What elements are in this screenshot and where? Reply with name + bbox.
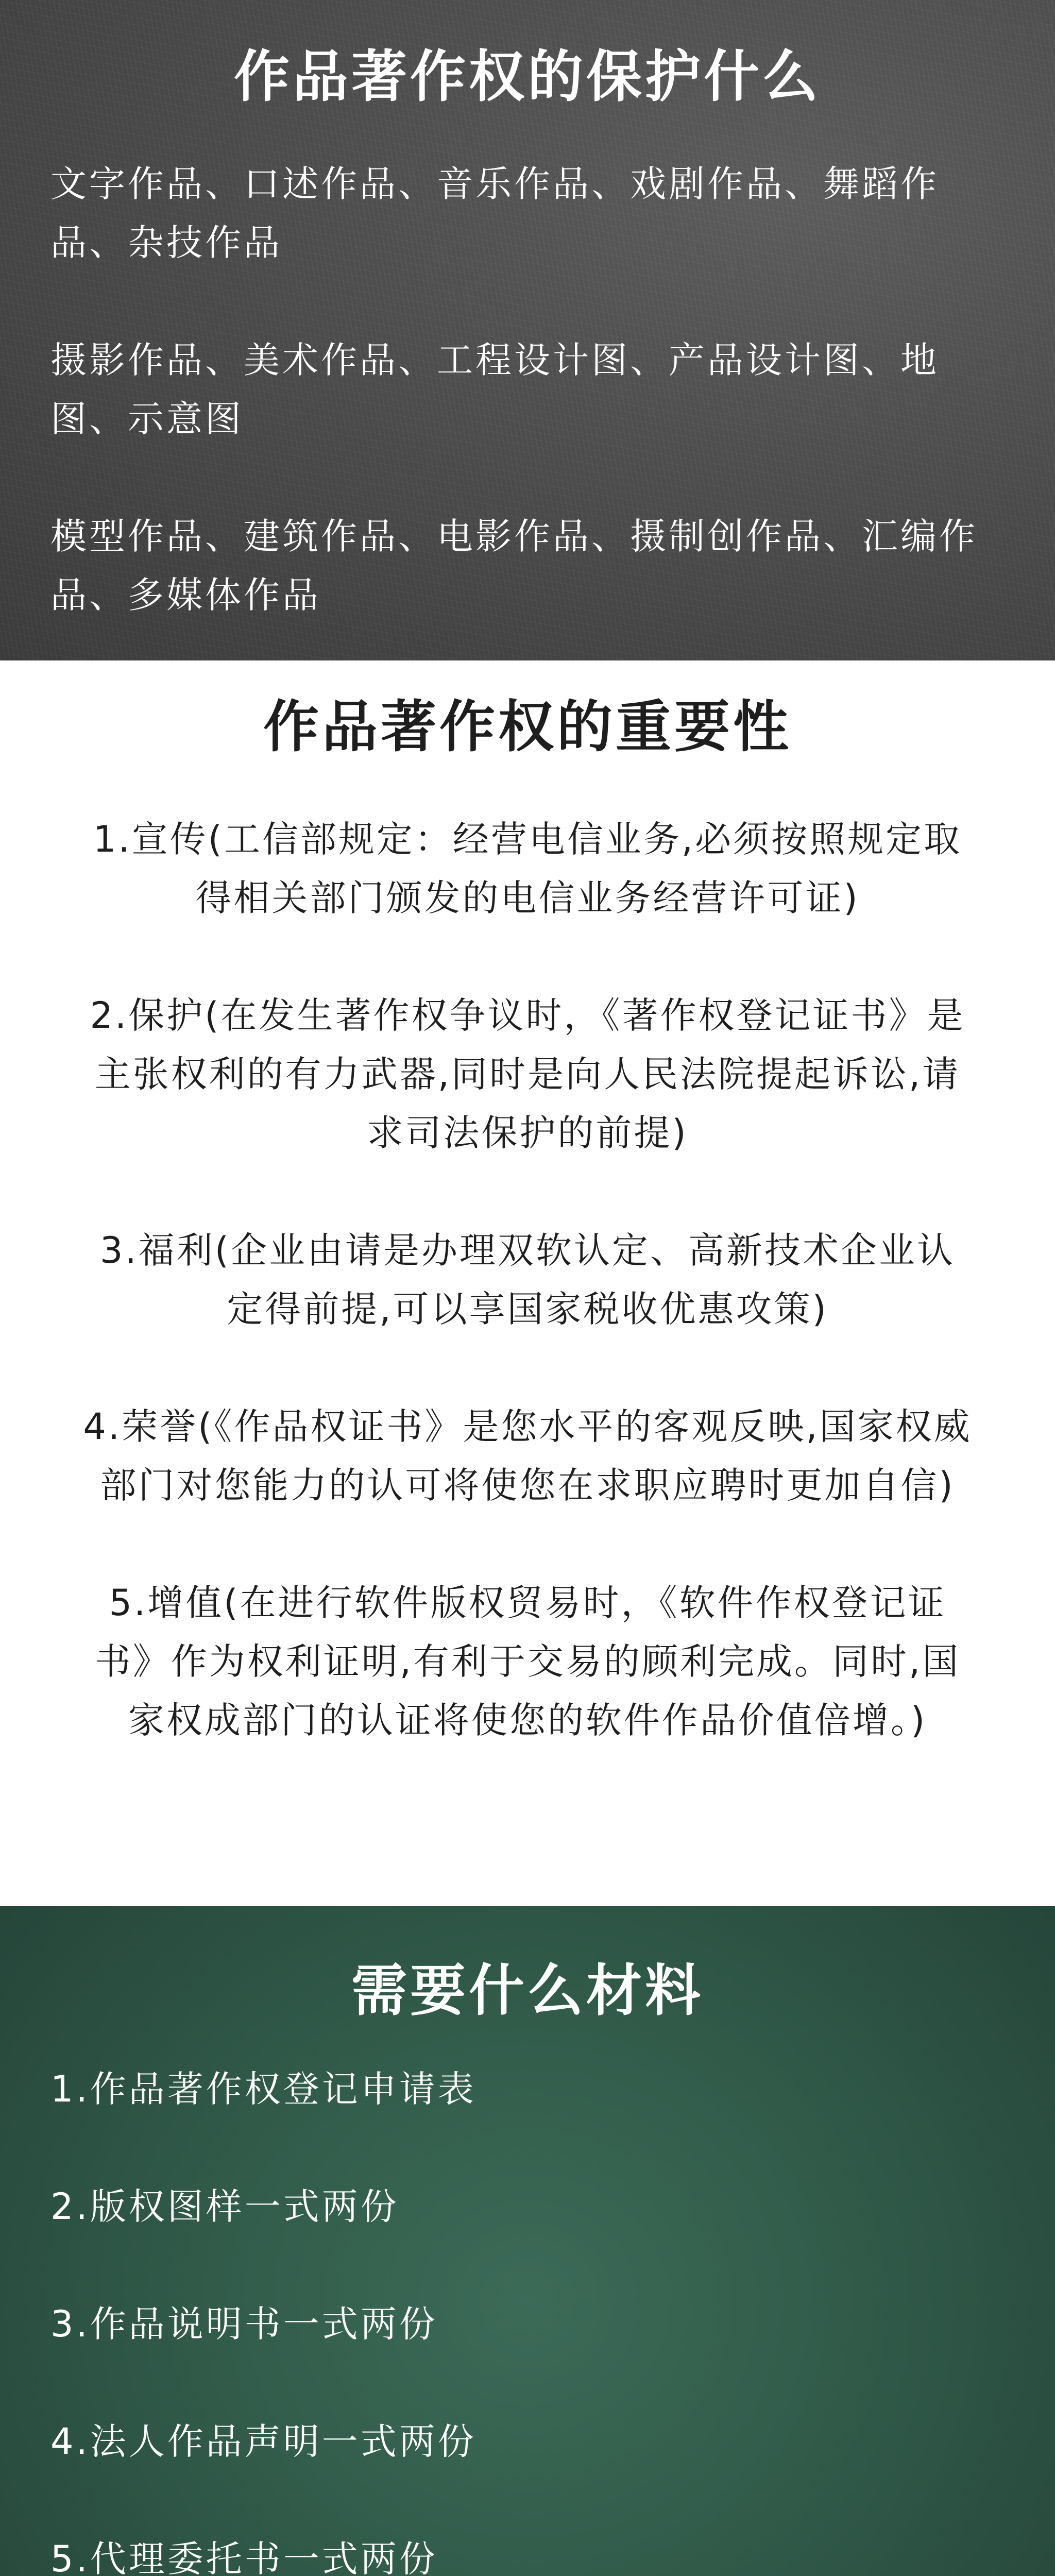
importance-point: 4.荣誉(《作品权证书》是您水平的客观反映,国家权威部门对您能力的认可将使您在求职应聘时更加自信)	[83, 1405, 972, 1506]
protection-item: 文字作品、口述作品、音乐作品、戏剧作品、舞蹈作品、杂技作品	[50, 163, 939, 264]
material-item: 4.法人作品声明一式两份	[50, 2420, 477, 2463]
protection-section	[0, 0, 1055, 660]
material-item: 1.作品著作权登记申请表	[50, 2068, 477, 2110]
materials-title: 需要什么材料	[351, 1959, 704, 2023]
importance-point: 2.保护(在发生著作权争议时，《著作权登记证书》是主张权利的有力武器,同时是向人民法院提起诉讼,请求司法保护的前提)	[90, 994, 965, 1154]
materials-section	[0, 1906, 1055, 2576]
materials-list	[50, 2060, 1009, 2576]
importance-point: 5.增值(在进行软件版权贸易时，《软件作权登记证书》作为权利证明,有利于交易的顾利完成。同时,国家权成部门的认证将使您的软件作品价值倍增。)	[94, 1582, 961, 1741]
importance-point: 1.宣传(工信部规定：经营电信业务,必须按照规定取得相关部门颁发的电信业务经营许可证)	[93, 818, 962, 919]
protection-list	[50, 155, 1009, 624]
material-item: 3.作品说明书一式两份	[50, 2303, 438, 2345]
importance-title: 作品著作权的重要性	[263, 695, 792, 759]
importance-list	[82, 810, 973, 1750]
protection-title: 作品著作权的保护什么	[233, 45, 821, 109]
importance-point: 3.福利(企业由请是办理双软认定、高新技术企业认定得前提,可以享国家税收优惠攻策)	[99, 1229, 956, 1330]
protection-item: 模型作品、建筑作品、电影作品、摄制创作品、汇编作品、多媒体作品	[50, 515, 978, 616]
protection-item: 摄影作品、美术作品、工程设计图、产品设计图、地图、示意图	[50, 339, 939, 440]
material-item: 2.版权图样一式两份	[50, 2185, 399, 2228]
importance-section	[0, 660, 1055, 1906]
material-item: 5.代理委托书一式两份	[50, 2538, 438, 2576]
